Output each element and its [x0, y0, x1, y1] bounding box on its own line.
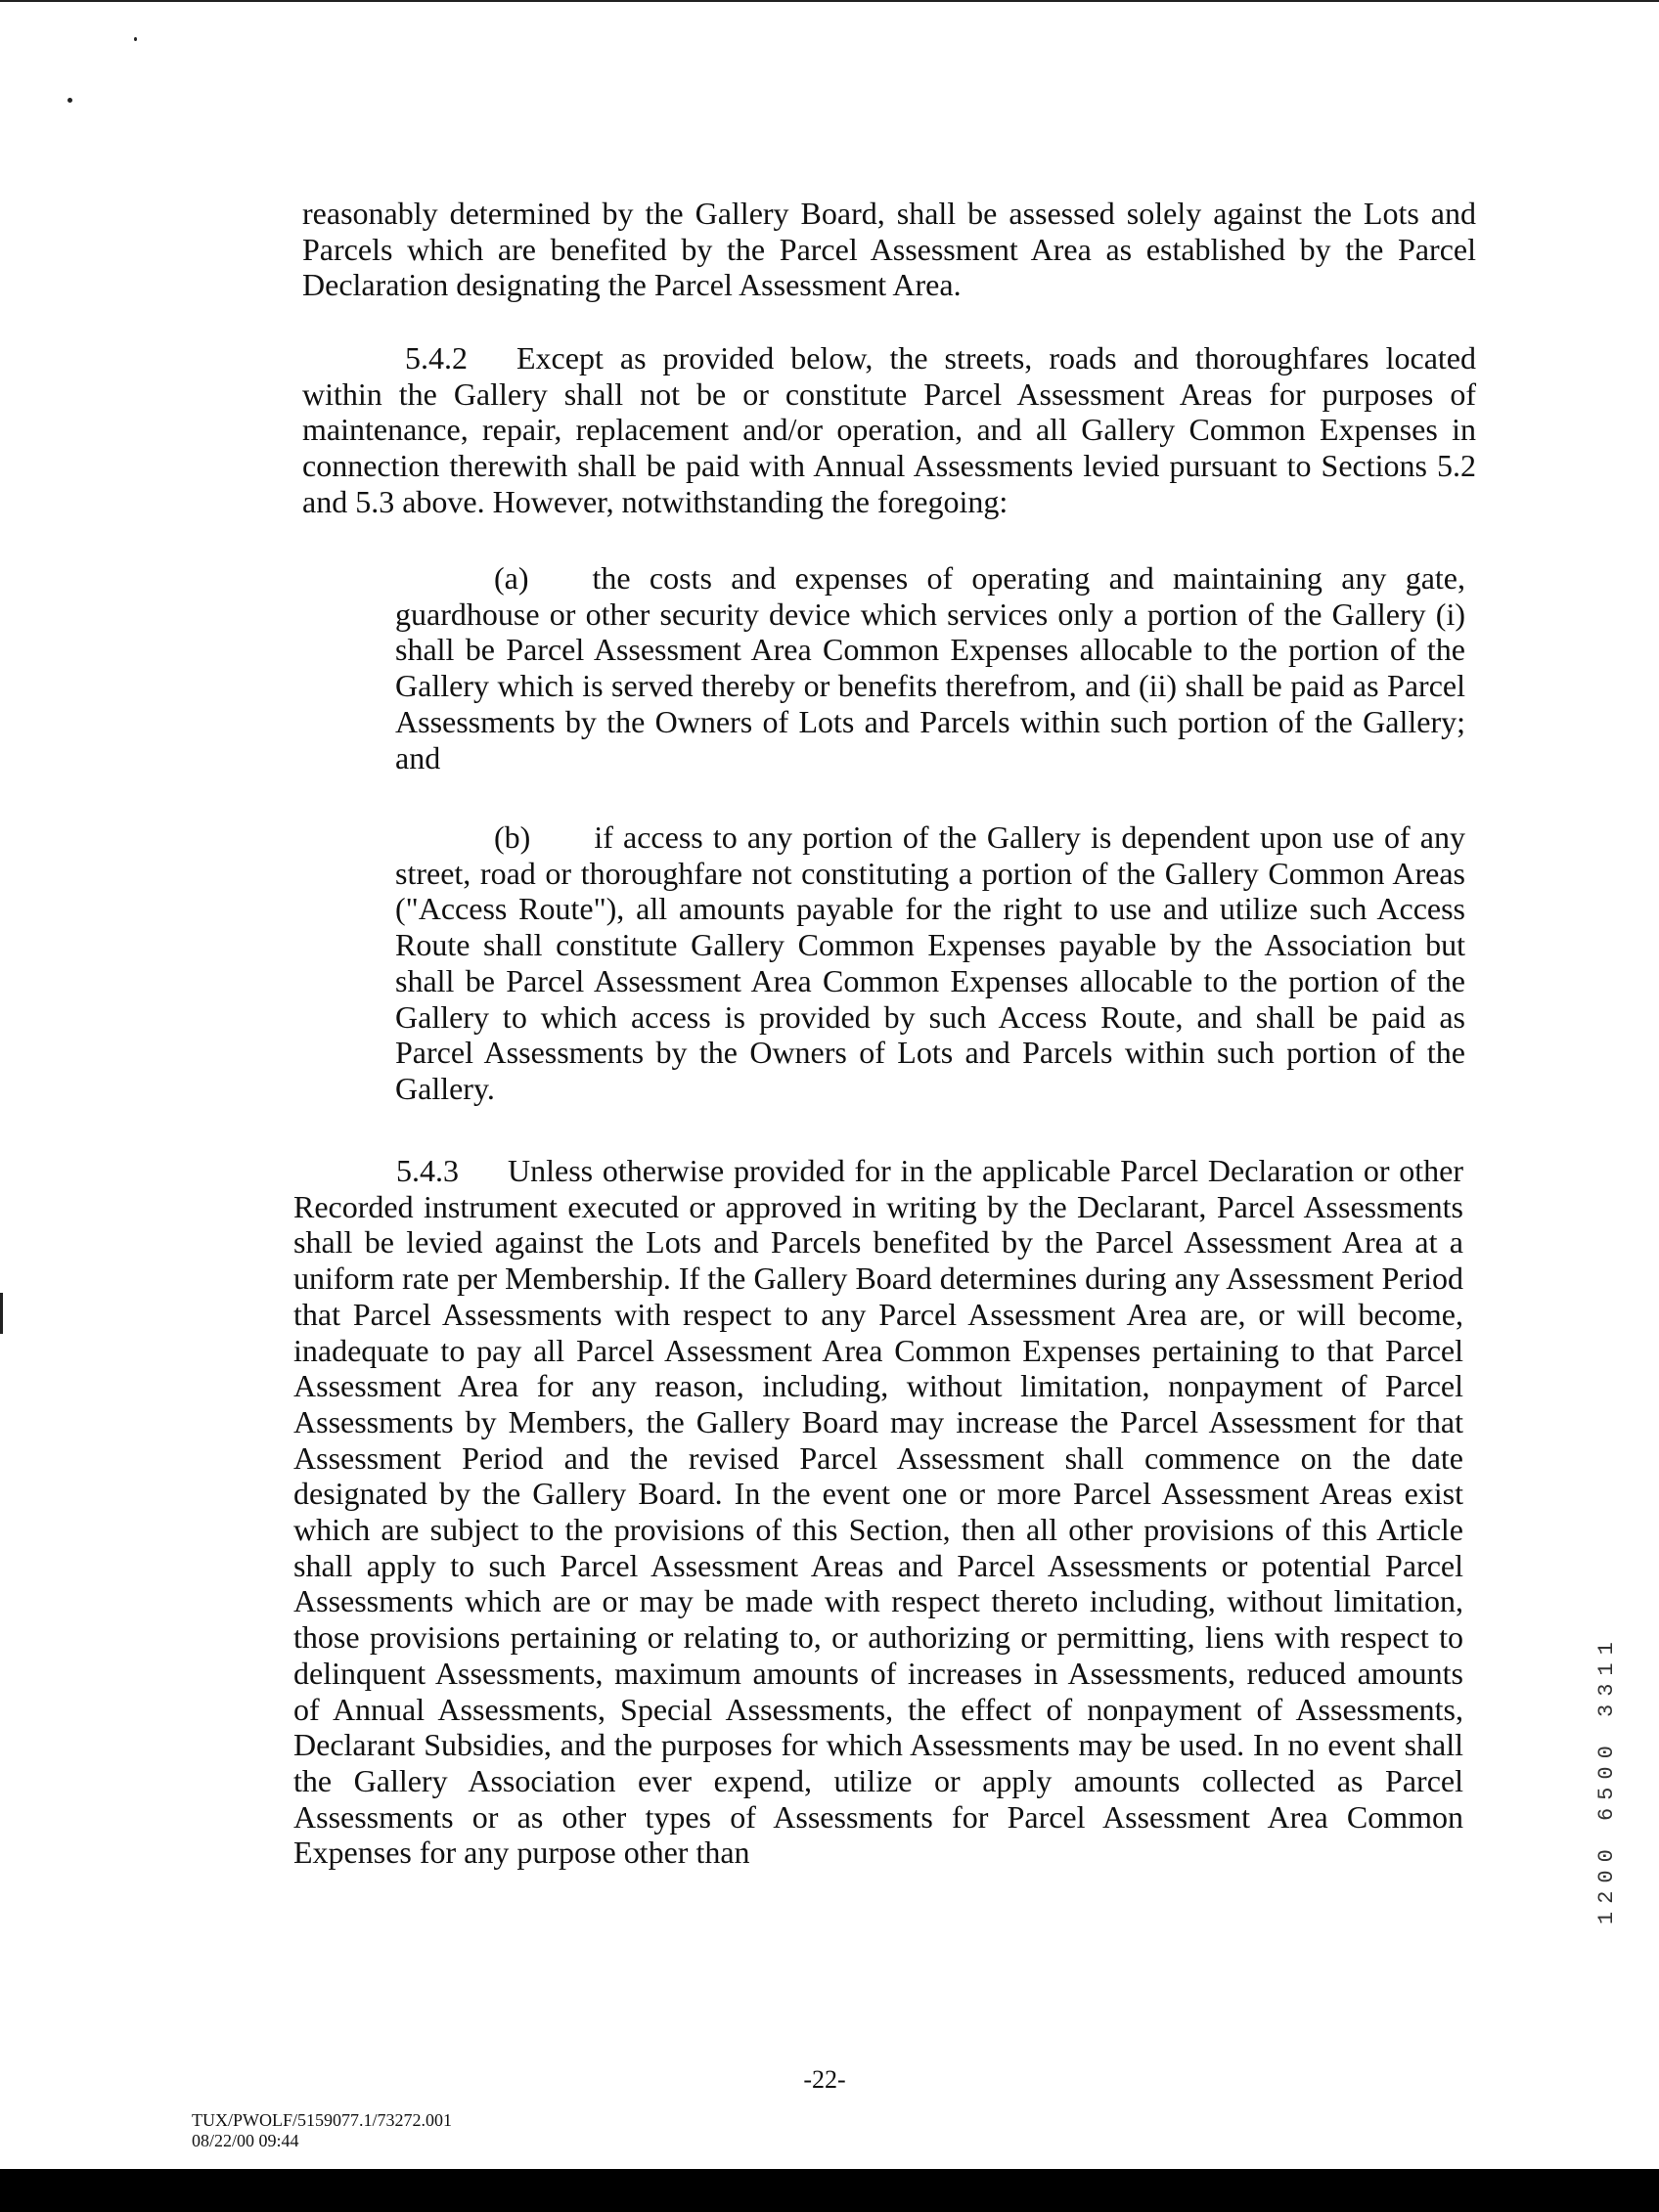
section-number: 5.4.3 [396, 1153, 459, 1188]
subsection-a [395, 560, 1465, 775]
section-number: 5.4.2 [405, 340, 468, 376]
document-id: TUX/PWOLF/5159077.1/73272.001 [192, 2110, 453, 2130]
scan-bottom-edge [0, 2169, 1659, 2212]
subsection-label: (b) [494, 819, 531, 855]
section-5-4-2 [302, 340, 1476, 520]
side-stamp: 1200 6500 3311 [1594, 1634, 1619, 1924]
scan-speck [134, 37, 137, 41]
scan-speck [67, 98, 72, 103]
scan-edge-mark [0, 1293, 3, 1334]
section-5-4-3 [293, 1153, 1463, 1871]
page-number: -22- [803, 2065, 846, 2094]
subsection-b [395, 819, 1465, 1107]
document-footer [192, 2110, 452, 2151]
subsection-text: if access to any portion of the Gallery is dependent upon use of any street, road or thoroughfare not constituting a portion of the Gallery Common Areas ("Access Route"), all amounts payable for the right to use and utilize such Access Route shall constitute Gallery Common Expenses payable by the Association but shall be Parcel Assessment Area Common Expenses allocable to the portion of the Gallery to which access is provided by such Access Route, and shall be paid as Parcel Assessments by the Owners of Lots and Parcels within such portion of the Gallery. [395, 819, 1465, 1106]
scan-top-edge [0, 0, 1659, 2]
paragraph-continuation: reasonably determined by the Gallery Board, shall be assessed solely against the Lots and Parcels which are benefited by the Parcel Assessment Area as established by the Parcel Declaration designating the Parcel Assessment Area. [302, 196, 1476, 303]
section-text: Except as provided below, the streets, roads and thoroughfares located within the Gallery shall not be or constitute Parcel Assessment Areas for purposes of maintenance, repair, replacement and/or operation, and all Gallery Common Expenses in connection therewith shall be paid with Annual Assessments levied pursuant to Sections 5.2 and 5.3 above. However, notwithstanding the foregoing: [302, 340, 1476, 519]
section-text: Unless otherwise provided for in the applicable Parcel Declaration or other Recorded instrument executed or approved in writing by the Declarant, Parcel Assessments shall be levied against the Lots and Parcels benefited by the Parcel Assessment Area at a uniform rate per Membership. If the Gallery Board determines during any Assessment Period that Parcel Assessments with respect to any Parcel Assessment Area are, or will become, inadequate to pay all Parcel Assessment Area Common Expenses pertaining to that Parcel Assessment Area for any reason, including, without limitation, nonpayment of Parcel Assessments by Members, the Gallery Board may increase the Parcel Assessment for that Assessment Period and the revised Parcel Assessment shall commence on the date designated by the Gallery Board. In the event one or more Parcel Assessment Areas exist which are subject to the provisions of this Section, then all other provisions of this Article shall apply to such Parcel Assessment Areas and Parcel Assessments or potential Parcel Assessments which are or may be made with respect thereto including, without limitation, those provisions pertaining or relating to, or authorizing or permitting, liens with respect to delinquent Assessments, maximum amounts of increases in Assessments, reduced amounts of Annual Assessments, Special Assessments, the effect of nonpayment of Assessments, Declarant Subsidies, and the purposes for which Assessments may be used. In no event shall the Gallery Association ever expend, utilize or apply amounts collected as Parcel Assessments or as other types of Assessments for Parcel Assessment Area Common Expenses for any purpose other than [293, 1153, 1463, 1871]
document-timestamp: 08/22/00 09:44 [192, 2131, 299, 2150]
subsection-label: (a) [494, 560, 529, 596]
subsection-text: the costs and expenses of operating and maintaining any gate, guardhouse or other security device which services only a portion of the Gallery (i) shall be Parcel Assessment Area Common Expenses allocable to the portion of the Gallery which is served thereby or benefits therefrom, and (ii) shall be paid as Parcel Assessments by the Owners of Lots and Parcels within such portion of the Gallery; and [395, 560, 1465, 775]
